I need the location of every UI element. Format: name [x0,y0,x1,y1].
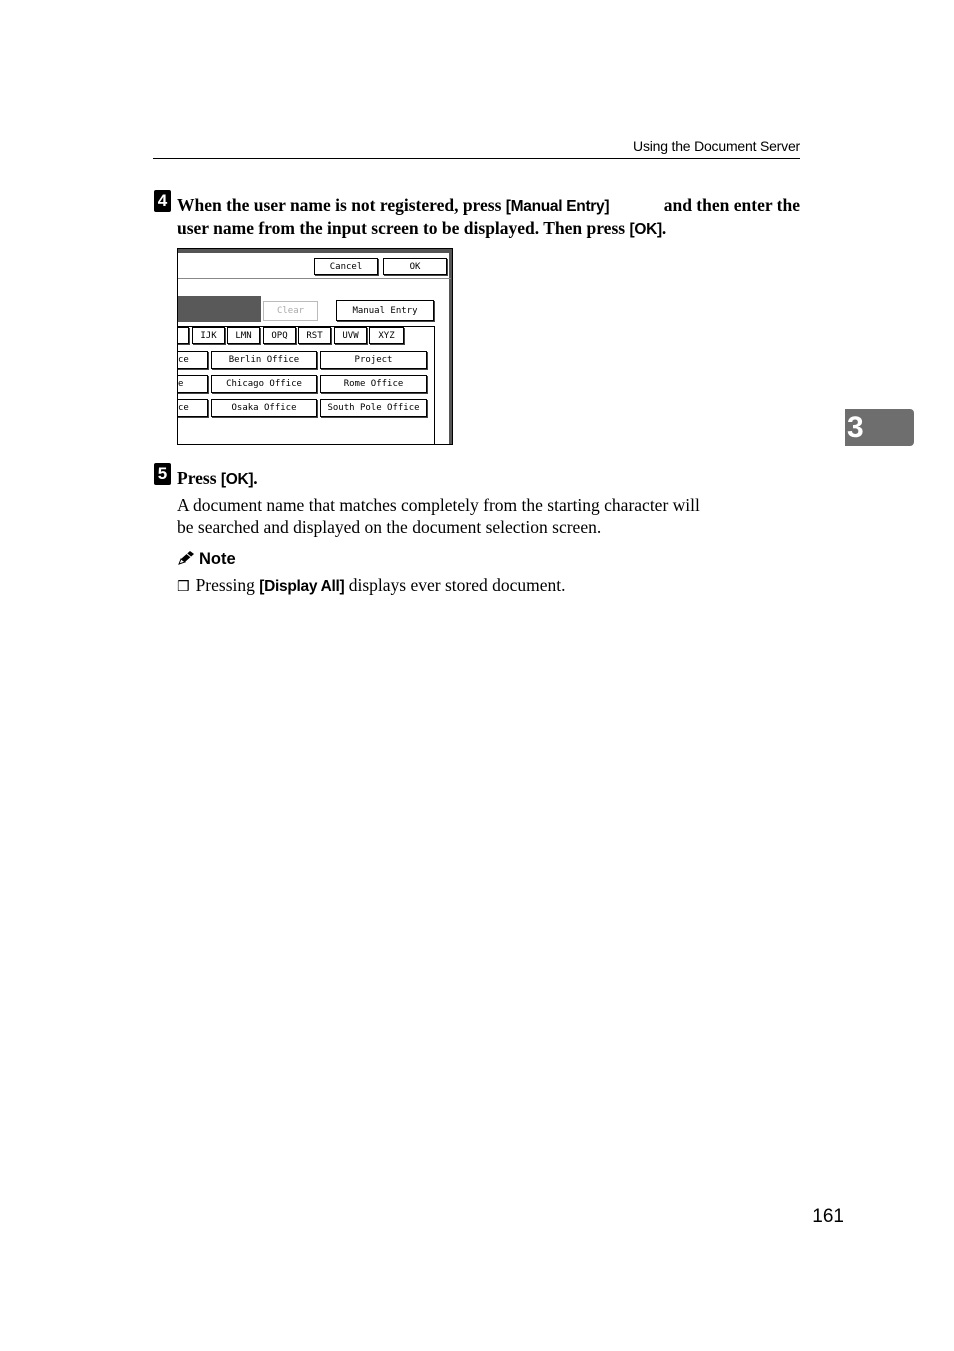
name-button-south-pole-office[interactable]: South Pole Office [320,399,427,417]
step-number-4: 4 [154,190,171,212]
step-4-text: When the user name is not registered, press [Manual Entry] and then enter the user name from the input screen to be displayed. Then press [OK]. [177,195,800,238]
clear-button[interactable]: Clear [263,301,318,321]
ok-key: [OK] [220,471,254,488]
name-button-osaka-office[interactable]: Osaka Office [211,399,317,417]
name-button-project[interactable]: Project [320,351,427,369]
cancel-button[interactable]: Cancel [314,258,378,275]
ok-button[interactable]: OK [383,258,447,275]
name-button-chicago-office[interactable]: Chicago Office [211,375,317,393]
tab-edge[interactable] [177,327,189,344]
header-title: Using the Document Server [633,138,800,154]
page-number: 161 [812,1206,844,1227]
tab-lmn[interactable]: LMN [227,327,260,344]
header-rule [153,158,800,159]
tab-uvw[interactable]: UVW [334,327,367,344]
input-field-edge [178,296,261,322]
tab-opq[interactable]: OPQ [263,327,296,344]
display-all-key: [Display All] [259,578,345,595]
name-button-partial[interactable]: ce [177,399,208,417]
name-button-rome-office[interactable]: Rome Office [320,375,427,393]
divider [178,278,451,279]
tab-xyz[interactable]: XYZ [369,327,404,344]
body-line-2: be searched and displayed on the document selection screen. [177,516,602,537]
name-button-partial[interactable]: ce [177,351,208,369]
step-5-text: Press [OK]. [177,468,258,488]
note-heading: Note [177,550,236,569]
manual-entry-button[interactable]: Manual Entry [336,300,434,321]
ok-key: [OK] [629,220,662,238]
manual-entry-key: [Manual Entry] [505,198,610,215]
screen-capture [177,248,453,445]
tab-rst[interactable]: RST [298,327,331,344]
body-line-1: A document name that matches completely from the starting character will [177,495,700,515]
panel-top-bar [178,249,452,253]
chapter-tab [845,409,914,446]
tab-ijk[interactable]: IJK [192,327,225,344]
name-button-partial[interactable]: e [177,375,208,393]
step-5-body [177,495,800,538]
name-button-berlin-office[interactable]: Berlin Office [211,351,317,369]
note-item: ❒ Pressing [Display All] displays ever stored document. [177,575,566,595]
chapter-number: 3 [847,411,864,444]
checkbox-bullet-icon: ❒ [177,579,190,595]
pencil-icon [177,550,197,566]
step-number-5: 5 [154,463,171,485]
